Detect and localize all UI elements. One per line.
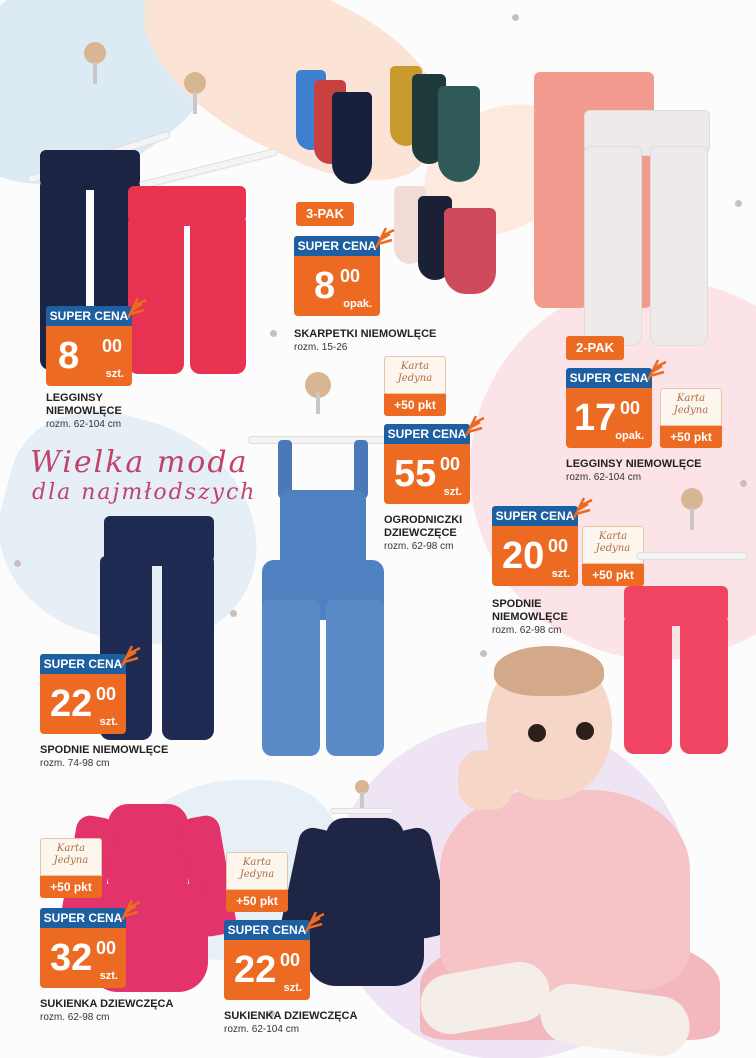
price-dec: 00 bbox=[96, 684, 117, 704]
price-tag-dress-1 bbox=[40, 908, 126, 988]
product-size: rozm. 15-26 bbox=[294, 342, 348, 353]
price-dec: 00 bbox=[96, 938, 117, 958]
dot bbox=[14, 560, 21, 567]
super-cena-label: SUPER CENA bbox=[566, 368, 652, 388]
price-int: 32 bbox=[50, 937, 93, 979]
price-int: 22 bbox=[50, 683, 93, 725]
price-unit: szt. bbox=[99, 716, 118, 728]
product-desc bbox=[46, 392, 122, 431]
karta-jedyna-logo: Karta Jedyna bbox=[384, 356, 446, 394]
price-dec: 00 bbox=[620, 398, 641, 418]
bonus-points: +50 pkt bbox=[384, 394, 446, 416]
hanger bbox=[330, 780, 394, 820]
bonus-points: +50 pkt bbox=[582, 564, 644, 586]
socks-image-2 bbox=[390, 66, 500, 184]
price-dec: 00 bbox=[340, 266, 361, 286]
leaf-icon bbox=[120, 644, 144, 668]
price-unit: szt. bbox=[99, 970, 118, 982]
leaf-icon bbox=[120, 898, 144, 922]
pack-badge: 2-PAK bbox=[566, 336, 624, 360]
super-cena-label: SUPER CENA bbox=[492, 506, 578, 526]
product-name: SKARPETKI NIEMOWLĘCE bbox=[294, 328, 437, 340]
pack-badge: 3-PAK bbox=[296, 202, 354, 226]
price-tag-socks bbox=[294, 236, 380, 316]
price-dec: 00 bbox=[102, 336, 123, 356]
super-cena-label: SUPER CENA bbox=[40, 908, 126, 928]
product-name: SUKIENKA DZIEWCZĘCA bbox=[224, 1010, 358, 1022]
price-dec: 00 bbox=[440, 454, 461, 474]
price-dec: 00 bbox=[548, 536, 569, 556]
super-cena-label: SUPER CENA bbox=[294, 236, 380, 256]
bonus-points: +50 pkt bbox=[226, 890, 288, 912]
product-name: LEGGINSY bbox=[46, 392, 103, 404]
product-name: NIEMOWLĘCE bbox=[46, 405, 122, 417]
dot bbox=[740, 480, 747, 487]
product-desc bbox=[40, 998, 173, 1024]
product-size: rozm. 62-104 cm bbox=[566, 472, 642, 483]
denim-overalls-image bbox=[258, 440, 388, 760]
bonus-points: +50 pkt bbox=[40, 876, 102, 898]
product-name: OGRODNICZKI bbox=[384, 514, 463, 526]
karta-jedyna-bonus bbox=[226, 852, 288, 912]
karta-jedyna-bonus bbox=[582, 526, 644, 586]
headline-line2: dla najmłodszych bbox=[32, 480, 257, 505]
karta-jedyna-logo: Karta Jedyna bbox=[226, 852, 288, 890]
product-name: DZIEWCZĘCE bbox=[384, 527, 457, 539]
socks-image-3 bbox=[394, 186, 504, 298]
price-int: 8 bbox=[58, 335, 80, 377]
price-unit: szt. bbox=[105, 368, 124, 380]
super-cena-label: SUPER CENA bbox=[224, 920, 310, 940]
karta-jedyna-bonus bbox=[384, 356, 446, 416]
unicorn-leggings-image bbox=[584, 110, 712, 350]
product-size: rozm. 62-98 cm bbox=[492, 625, 562, 636]
price-unit: szt. bbox=[551, 568, 570, 580]
price-int: 55 bbox=[394, 453, 437, 495]
leaf-icon bbox=[374, 226, 398, 250]
price-tag-pants-2 bbox=[40, 654, 126, 734]
pink-leggings-image bbox=[128, 186, 250, 376]
dot bbox=[512, 14, 519, 21]
dot bbox=[230, 610, 237, 617]
karta-jedyna-logo: Karta Jedyna bbox=[40, 838, 102, 876]
leaf-icon bbox=[572, 496, 596, 520]
leaf-icon bbox=[646, 358, 670, 382]
price-int: 17 bbox=[574, 397, 617, 439]
product-desc bbox=[40, 744, 168, 770]
price-tag-pants-1 bbox=[492, 506, 578, 586]
hanger bbox=[636, 488, 748, 568]
price-tag-dress-2 bbox=[224, 920, 310, 1000]
product-name: SPODNIE NIEMOWLĘCE bbox=[40, 744, 169, 756]
product-size: rozm. 62-98 cm bbox=[384, 541, 454, 552]
price-unit: szt. bbox=[443, 486, 462, 498]
product-desc bbox=[294, 328, 436, 354]
karta-jedyna-bonus bbox=[660, 388, 722, 448]
price-tag-leggins-2 bbox=[566, 368, 652, 448]
karta-jedyna-bonus bbox=[40, 838, 102, 898]
product-size: rozm. 62-104 cm bbox=[224, 1024, 300, 1035]
product-desc bbox=[224, 1010, 357, 1036]
dot bbox=[735, 200, 742, 207]
price-unit: opak. bbox=[615, 430, 644, 442]
leaf-icon bbox=[464, 414, 488, 438]
product-desc bbox=[384, 514, 462, 553]
price-unit: szt. bbox=[283, 982, 302, 994]
headline-line1: Wielka moda bbox=[30, 445, 249, 480]
product-desc bbox=[492, 598, 568, 637]
super-cena-label: SUPER CENA bbox=[40, 654, 126, 674]
super-cena-label: SUPER CENA bbox=[46, 306, 132, 326]
super-cena-label: SUPER CENA bbox=[384, 424, 470, 444]
dot bbox=[480, 650, 487, 657]
product-size: rozm. 62-104 cm bbox=[46, 419, 122, 430]
price-tag-overalls bbox=[384, 424, 470, 504]
karta-jedyna-logo: Karta Jedyna bbox=[660, 388, 722, 426]
price-int: 22 bbox=[234, 949, 277, 991]
product-name: LEGGINSY NIEMOWLĘCE bbox=[566, 458, 702, 470]
headline bbox=[30, 445, 256, 505]
product-desc bbox=[566, 458, 701, 484]
price-int: 20 bbox=[502, 535, 545, 577]
price-dec: 00 bbox=[280, 950, 301, 970]
leaf-icon bbox=[304, 910, 328, 934]
product-name: SPODNIE bbox=[492, 598, 542, 610]
product-name: NIEMOWLĘCE bbox=[492, 611, 568, 623]
leaf-icon bbox=[126, 296, 150, 320]
navy-dress-image bbox=[290, 818, 440, 988]
product-name: SUKIENKA DZIEWCZĘCA bbox=[40, 998, 174, 1010]
pink-pants-image bbox=[624, 586, 728, 756]
dot bbox=[270, 330, 277, 337]
price-unit: opak. bbox=[343, 298, 372, 310]
bonus-points: +50 pkt bbox=[660, 426, 722, 448]
price-int: 8 bbox=[314, 265, 336, 307]
socks-image-1 bbox=[296, 70, 396, 190]
product-size: rozm. 74-98 cm bbox=[40, 758, 110, 769]
price-tag-leggins-1 bbox=[46, 306, 132, 386]
karta-jedyna-logo: Karta Jedyna bbox=[582, 526, 644, 564]
product-size: rozm. 62-98 cm bbox=[40, 1012, 110, 1023]
